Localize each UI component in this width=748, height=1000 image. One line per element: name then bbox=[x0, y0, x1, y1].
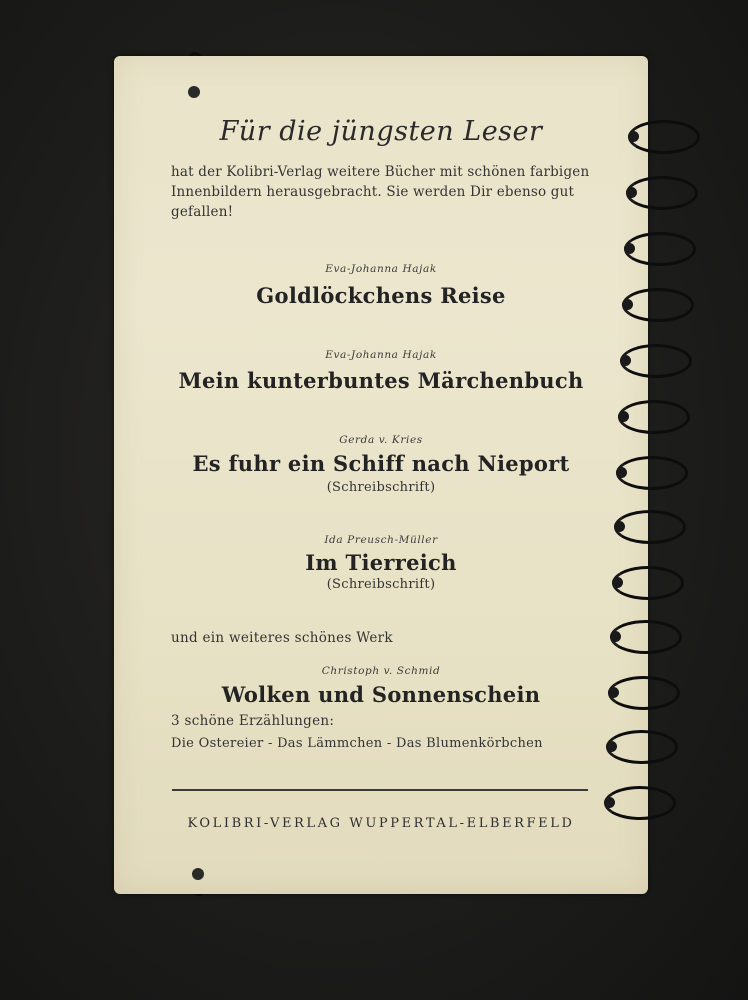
featured-stories: Die Ostereier - Das Lämmchen - Das Blumenkörbchen bbox=[171, 736, 543, 751]
coil-hole bbox=[608, 687, 619, 698]
coil-hole bbox=[610, 631, 621, 642]
coil-hole bbox=[620, 355, 631, 366]
coil-hole bbox=[604, 797, 615, 808]
featured-author: Christoph v. Schmid bbox=[321, 665, 441, 677]
page-heading: Für die jüngsten Leser bbox=[219, 116, 543, 147]
coil-hole bbox=[612, 577, 623, 588]
book-author: Eva-Johanna Hajak bbox=[325, 349, 437, 361]
coil-hole bbox=[624, 243, 635, 254]
divider-line bbox=[172, 789, 588, 791]
coil-hole bbox=[606, 741, 617, 752]
coil-hole bbox=[622, 299, 633, 310]
book-title: Goldlöckchens Reise bbox=[256, 283, 506, 308]
book-note: (Schreibschrift) bbox=[326, 480, 436, 495]
book-author: Ida Preusch-Müller bbox=[324, 534, 438, 546]
book-author: Gerda v. Kries bbox=[339, 434, 423, 446]
coil-hole bbox=[614, 521, 625, 532]
coil-hole bbox=[616, 467, 627, 478]
book-title: Es fuhr ein Schiff nach Nieport bbox=[192, 451, 570, 476]
further-work-intro: und ein weiteres schönes Werk bbox=[171, 630, 393, 646]
featured-title: Wolken und Sonnenschein bbox=[221, 682, 541, 707]
intro-paragraph: hat der Kolibri-Verlag weitere Bücher mit schönen farbigen Innenbildern herausgebracht. Sie werden Dir ebenso gut gefallen! bbox=[171, 164, 590, 220]
book-author: Eva-Johanna Hajak bbox=[325, 263, 437, 275]
coil-hole bbox=[628, 131, 639, 142]
book-title: Im Tierreich bbox=[305, 550, 457, 575]
book-back-cover bbox=[114, 56, 648, 894]
coil-hole bbox=[626, 187, 637, 198]
publisher-imprint: KOLIBRI-VERLAG WUPPERTAL-ELBERFELD bbox=[187, 816, 575, 831]
coil-hole bbox=[618, 411, 629, 422]
binding-hole-top bbox=[188, 86, 200, 98]
binding-hole-bottom bbox=[192, 868, 204, 880]
featured-subtitle: 3 schöne Erzählungen: bbox=[171, 713, 335, 729]
book-title: Mein kunterbuntes Märchenbuch bbox=[178, 368, 584, 393]
book-note: (Schreibschrift) bbox=[326, 577, 436, 592]
